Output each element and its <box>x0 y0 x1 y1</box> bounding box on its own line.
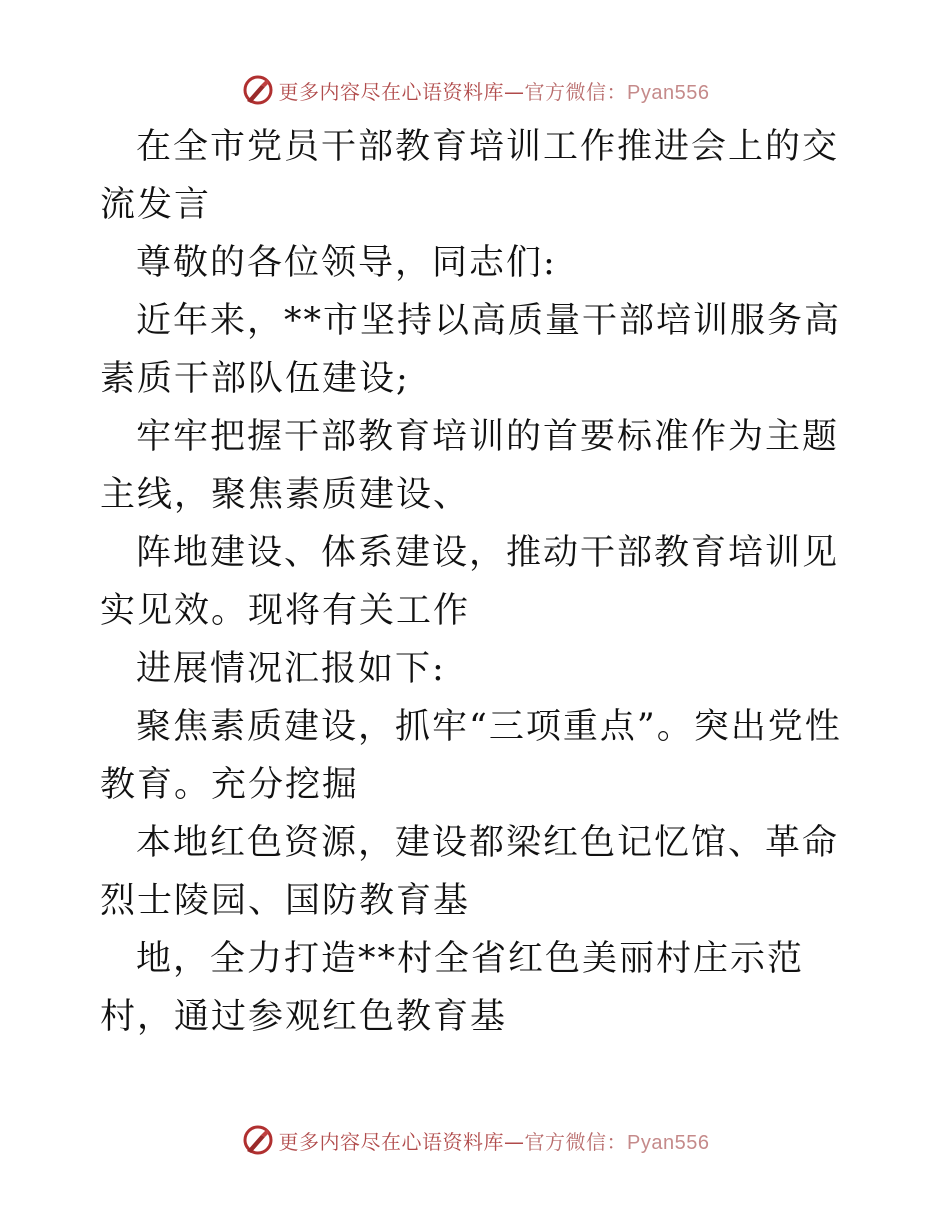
salutation: 尊敬的各位领导，同志们: <box>136 243 557 283</box>
body-paragraph: 本地红色资源，建设都梁红色记忆馆、革命烈士陵园、国防教育基 <box>100 823 840 921</box>
footer-watermark <box>0 1122 950 1158</box>
pen-logo-icon <box>241 73 275 107</box>
watermark-text <box>279 76 710 105</box>
document-body <box>100 118 860 1046</box>
body-paragraph: 聚焦素质建设，抓牢“三项重点”。突出党性教育。充分挖掘 <box>100 707 842 805</box>
header-watermark <box>0 72 950 108</box>
document-title: 在全市党员干部教育培训工作推进会上的交流发言 <box>100 127 840 225</box>
watermark-id: Pyan556 <box>627 81 710 104</box>
watermark-main: 更多内容尽在心语资料库— <box>278 1129 525 1154</box>
watermark-official: 官方微信： <box>524 79 628 104</box>
watermark-id: Pyan556 <box>627 1131 710 1154</box>
watermark-official: 官方微信： <box>524 1129 628 1154</box>
body-paragraph: 牢牢把握干部教育培训的首要标准作为主题主线，聚焦素质建设、 <box>100 417 840 515</box>
body-paragraph: 近年来，**市坚持以高质量干部培训服务高素质干部队伍建设; <box>100 301 842 399</box>
body-paragraph: 进展情况汇报如下: <box>136 649 446 689</box>
watermark-text <box>279 1126 710 1155</box>
body-paragraph: 地，全力打造**村全省红色美丽村庄示范村，通过参观红色教育基 <box>100 939 805 1037</box>
body-paragraph: 阵地建设、体系建设，推动干部教育培训见实见效。现将有关工作 <box>100 533 840 631</box>
pen-logo-icon <box>241 1123 275 1157</box>
watermark-main: 更多内容尽在心语资料库— <box>278 79 525 104</box>
